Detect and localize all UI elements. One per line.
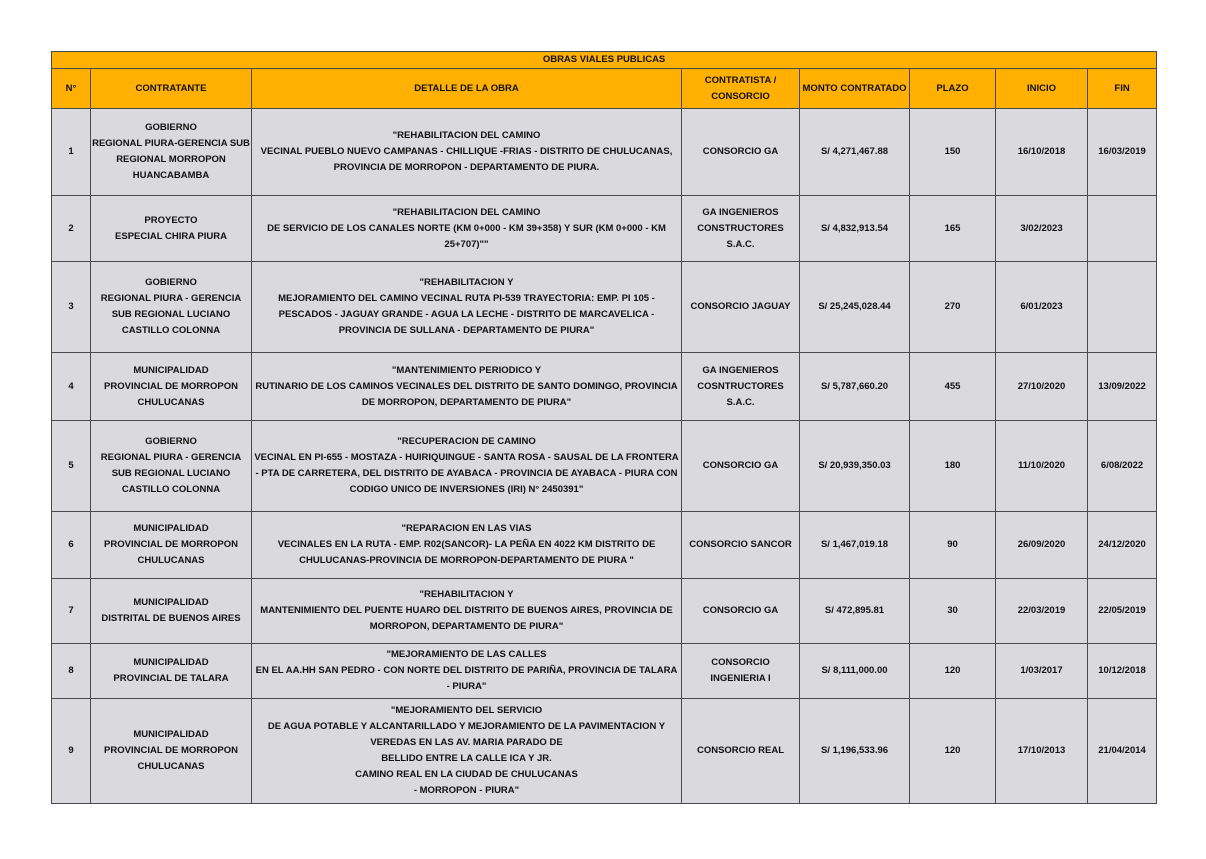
- cell-fin: 21/04/2014: [1088, 699, 1157, 804]
- cell-fin: [1088, 262, 1157, 353]
- cell-detalle: "REPARACION EN LAS VIAS VECINALES EN LA RUTA - EMP. R02(SANCOR)- LA PEÑA EN 4022 KM DISTRITO DE CHULUCANAS-PROVINCIA DE MORROPON-DEPARTAMENTO DE PIURA ": [252, 512, 682, 579]
- cell-fin: 22/05/2019: [1088, 579, 1157, 644]
- cell-detalle: "REHABILITACION DEL CAMINO DE SERVICIO DE LOS CANALES NORTE (KM 0+000 - KM 39+358) Y SUR (KM 0+000 - KM 25+707)"": [252, 196, 682, 262]
- header-plazo: PLAZO: [910, 69, 996, 109]
- cell-monto: S/ 1,467,019.18: [800, 512, 910, 579]
- cell-contratante: MUNICIPALIDAD PROVINCIAL DE MORROPON CHULUCANAS: [91, 699, 252, 804]
- cell-n: 9: [52, 699, 91, 804]
- cell-inicio: 16/10/2018: [996, 109, 1088, 196]
- cell-fin: 10/12/2018: [1088, 644, 1157, 699]
- title-row: [52, 52, 1157, 69]
- cell-plazo: 455: [910, 353, 996, 421]
- table-row: [52, 353, 1157, 421]
- cell-detalle: "MEJORAMIENTO DE LAS CALLES EN EL AA.HH SAN PEDRO - CON NORTE DEL DISTRITO DE PARIÑA, PROVINCIA DE TALARA - PIURA": [252, 644, 682, 699]
- cell-n: 3: [52, 262, 91, 353]
- cell-contratante: MUNICIPALIDAD PROVINCIAL DE TALARA: [91, 644, 252, 699]
- cell-contratante: PROYECTO ESPECIAL CHIRA PIURA: [91, 196, 252, 262]
- header-fin: FIN: [1088, 69, 1157, 109]
- cell-detalle: "MEJORAMIENTO DEL SERVICIO DE AGUA POTABLE Y ALCANTARILLADO Y MEJORAMIENTO DE LA PAVIMENTACION Y VEREDAS EN LAS AV. MARIA PARADO DE BELLIDO ENTRE LA CALLE ICA Y JR. CAMINO REAL EN LA CIUDAD DE CHULUCANAS - MORROPON - PIURA": [252, 699, 682, 804]
- header-row: [52, 69, 1157, 109]
- cell-plazo: 120: [910, 699, 996, 804]
- header-contratista: CONTRATISTA / CONSORCIO: [682, 69, 800, 109]
- table-row: [52, 109, 1157, 196]
- table-row: [52, 699, 1157, 804]
- cell-inicio: 22/03/2019: [996, 579, 1088, 644]
- header-monto: MONTO CONTRATADO: [800, 69, 910, 109]
- cell-contratista: CONSORCIO SANCOR: [682, 512, 800, 579]
- cell-fin: 13/09/2022: [1088, 353, 1157, 421]
- cell-detalle: "RECUPERACION DE CAMINO VECINAL EN PI-655 - MOSTAZA - HUIRIQUINGUE - SANTA ROSA - SAUSAL DE LA FRONTERA - PTA DE CARRETERA, DEL DISTRITO DE AYABACA - PROVINCIA DE AYABACA - PIURA CON CODIGO UNICO DE INVERSIONES (IRI) N° 2450391": [252, 421, 682, 512]
- cell-plazo: 120: [910, 644, 996, 699]
- cell-contratante: MUNICIPALIDAD PROVINCIAL DE MORROPON CHULUCANAS: [91, 512, 252, 579]
- cell-contratista: CONSORCIO INGENIERIA I: [682, 644, 800, 699]
- cell-plazo: 150: [910, 109, 996, 196]
- cell-contratista: CONSORCIO REAL: [682, 699, 800, 804]
- table-row: [52, 644, 1157, 699]
- table-row: [52, 512, 1157, 579]
- cell-fin: [1088, 196, 1157, 262]
- cell-contratante: GOBIERNO REGIONAL PIURA-GERENCIA SUB REGIONAL MORROPON HUANCABAMBA: [91, 109, 252, 196]
- cell-n: 2: [52, 196, 91, 262]
- table-title: OBRAS VIALES PUBLICAS: [52, 52, 1157, 69]
- cell-n: 5: [52, 421, 91, 512]
- cell-monto: S/ 8,111,000.00: [800, 644, 910, 699]
- header-detalle: DETALLE DE LA OBRA: [252, 69, 682, 109]
- table-row: [52, 421, 1157, 512]
- cell-contratante: MUNICIPALIDAD DISTRITAL DE BUENOS AIRES: [91, 579, 252, 644]
- cell-monto: S/ 25,245,028.44: [800, 262, 910, 353]
- cell-detalle: "REHABILITACION Y MANTENIMIENTO DEL PUENTE HUARO DEL DISTRITO DE BUENOS AIRES, PROVINCIA DE MORROPON, DEPARTAMENTO DE PIURA": [252, 579, 682, 644]
- cell-inicio: 11/10/2020: [996, 421, 1088, 512]
- cell-plazo: 165: [910, 196, 996, 262]
- cell-n: 8: [52, 644, 91, 699]
- cell-plazo: 270: [910, 262, 996, 353]
- table-row: [52, 196, 1157, 262]
- cell-n: 6: [52, 512, 91, 579]
- cell-n: 7: [52, 579, 91, 644]
- cell-monto: S/ 472,895.81: [800, 579, 910, 644]
- cell-contratante: MUNICIPALIDAD PROVINCIAL DE MORROPON CHULUCANAS: [91, 353, 252, 421]
- header-n: N°: [52, 69, 91, 109]
- cell-inicio: 26/09/2020: [996, 512, 1088, 579]
- cell-plazo: 90: [910, 512, 996, 579]
- cell-plazo: 180: [910, 421, 996, 512]
- cell-monto: S/ 4,832,913.54: [800, 196, 910, 262]
- cell-inicio: 17/10/2013: [996, 699, 1088, 804]
- cell-fin: 16/03/2019: [1088, 109, 1157, 196]
- cell-detalle: "REHABILITACION Y MEJORAMIENTO DEL CAMINO VECINAL RUTA PI-539 TRAYECTORIA: EMP. PI 105 - PESCADOS - JAGUAY GRANDE - AGUA LA LECHE - DISTRITO DE MARCAVELICA - PROVINCIA DE SULLANA - DEPARTAMENTO DE PIURA": [252, 262, 682, 353]
- obras-table: [51, 51, 1157, 804]
- cell-monto: S/ 20,939,350.03: [800, 421, 910, 512]
- cell-inicio: 1/03/2017: [996, 644, 1088, 699]
- cell-fin: 6/08/2022: [1088, 421, 1157, 512]
- cell-contratista: GA INGENIEROS COSNTRUCTORES S.A.C.: [682, 353, 800, 421]
- cell-inicio: 6/01/2023: [996, 262, 1088, 353]
- table-row: [52, 579, 1157, 644]
- cell-contratista: CONSORCIO GA: [682, 109, 800, 196]
- cell-inicio: 27/10/2020: [996, 353, 1088, 421]
- cell-contratista: CONSORCIO GA: [682, 579, 800, 644]
- cell-monto: S/ 1,196,533.96: [800, 699, 910, 804]
- cell-inicio: 3/02/2023: [996, 196, 1088, 262]
- table-row: [52, 262, 1157, 353]
- cell-contratante: GOBIERNO REGIONAL PIURA - GERENCIA SUB REGIONAL LUCIANO CASTILLO COLONNA: [91, 262, 252, 353]
- cell-detalle: "REHABILITACION DEL CAMINO VECINAL PUEBLO NUEVO CAMPANAS - CHILLIQUE -FRIAS - DISTRITO DE CHULUCANAS, PROVINCIA DE MORROPON - DEPARTAMENTO DE PIURA.: [252, 109, 682, 196]
- cell-plazo: 30: [910, 579, 996, 644]
- cell-contratista: CONSORCIO GA: [682, 421, 800, 512]
- cell-monto: S/ 5,787,660.20: [800, 353, 910, 421]
- header-contratante: CONTRATANTE: [91, 69, 252, 109]
- cell-fin: 24/12/2020: [1088, 512, 1157, 579]
- cell-detalle: "MANTENIMIENTO PERIODICO Y RUTINARIO DE LOS CAMINOS VECINALES DEL DISTRITO DE SANTO DOMINGO, PROVINCIA DE MORROPON, DEPARTAMENTO DE PIURA": [252, 353, 682, 421]
- cell-contratista: CONSORCIO JAGUAY: [682, 262, 800, 353]
- cell-monto: S/ 4,271,467.88: [800, 109, 910, 196]
- cell-n: 4: [52, 353, 91, 421]
- header-inicio: INICIO: [996, 69, 1088, 109]
- cell-n: 1: [52, 109, 91, 196]
- cell-contratante: GOBIERNO REGIONAL PIURA - GERENCIA SUB REGIONAL LUCIANO CASTILLO COLONNA: [91, 421, 252, 512]
- cell-contratista: GA INGENIEROS CONSTRUCTORES S.A.C.: [682, 196, 800, 262]
